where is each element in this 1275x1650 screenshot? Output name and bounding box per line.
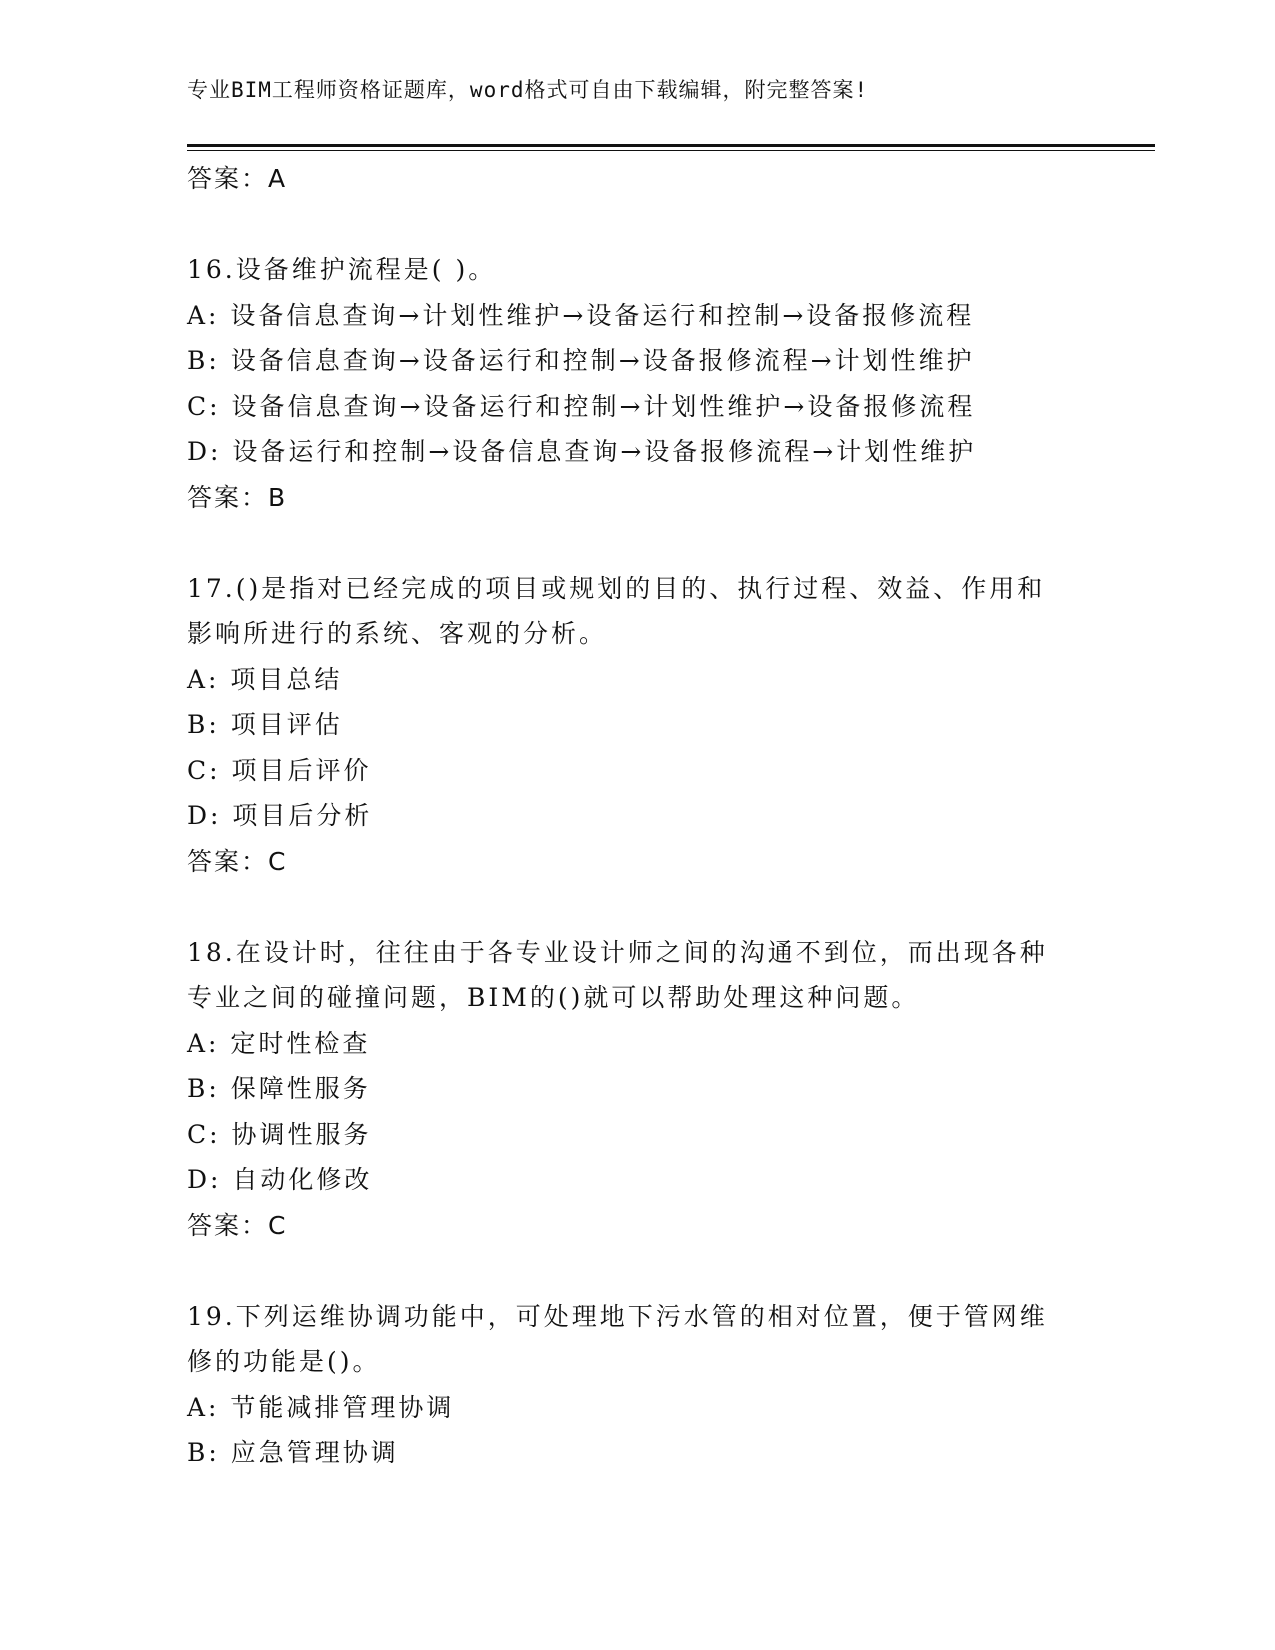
spacer <box>187 1248 1067 1294</box>
question-stem: 16.设备维护流程是( )。 <box>187 255 497 284</box>
question-stem: 19.下列运维协调功能中，可处理地下污水管的相对位置，便于管网维修的功能是()。 <box>187 1301 1048 1376</box>
spacer <box>187 884 1067 930</box>
option-b: B: 应急管理协调 <box>187 1438 399 1467</box>
option-a: A: 项目总结 <box>187 664 343 694</box>
option-a: A: 设备信息查询→计划性维护→设备运行和控制→设备报修流程 <box>187 300 975 330</box>
option-c: C: 协调性服务 <box>187 1119 372 1149</box>
option-c: C: 设备信息查询→设备运行和控制→计划性维护→设备报修流程 <box>187 391 976 421</box>
question-stem: 18.在设计时，往往由于各专业设计师之间的沟通不到位，而出现各种专业之间的碰撞问题，BIM的()就可以帮助处理这种问题。 <box>187 937 1048 1012</box>
option-c: C: 项目后评价 <box>187 755 372 785</box>
previous-answer: 答案：A <box>187 164 288 193</box>
spacer <box>187 202 1067 248</box>
option-a: A: 节能减排管理协调 <box>187 1392 455 1422</box>
answer: 答案：B <box>187 482 288 512</box>
answer: 答案：C <box>187 846 288 876</box>
option-b: B: 保障性服务 <box>187 1074 371 1103</box>
question-block <box>187 930 1067 1249</box>
question-block <box>187 247 1067 520</box>
question-list <box>187 156 1067 1476</box>
question-stem: 17.()是指对已经完成的项目或规划的目的、执行过程、效益、作用和影响所进行的系统、客观的分析。 <box>187 573 1046 648</box>
header-rule-thin <box>187 150 1155 151</box>
option-d: D: 设备运行和控制→设备信息查询→设备报修流程→计划性维护 <box>187 437 977 466</box>
question-block <box>187 566 1067 885</box>
header-rule-thick <box>187 144 1155 147</box>
option-b: B: 设备信息查询→设备运行和控制→设备报修流程→计划性维护 <box>187 346 975 375</box>
option-b: B: 项目评估 <box>187 710 343 739</box>
spacer <box>187 520 1067 566</box>
option-a: A: 定时性检查 <box>187 1028 371 1058</box>
option-d: D: 自动化修改 <box>187 1165 373 1194</box>
question-block <box>187 1294 1067 1476</box>
answer: 答案：C <box>187 1210 288 1240</box>
option-d: D: 项目后分析 <box>187 801 373 830</box>
page-header: 专业BIM工程师资格证题库，word格式可自由下载编辑，附完整答案! <box>187 78 869 102</box>
